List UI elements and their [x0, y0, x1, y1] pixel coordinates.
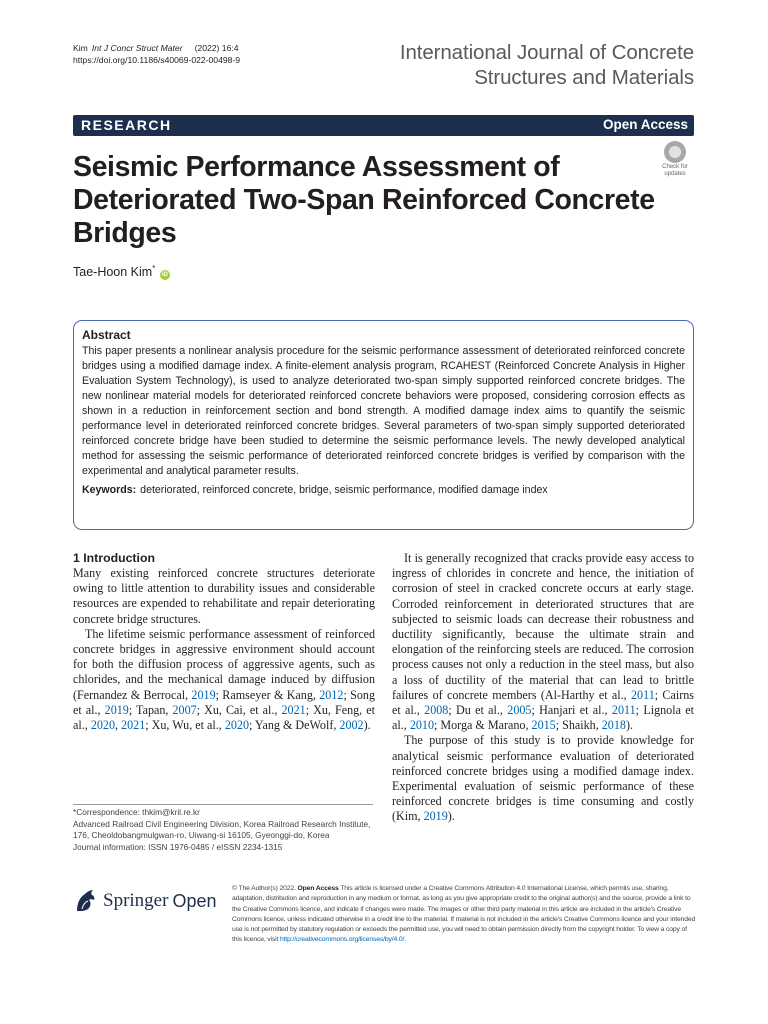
intro-paragraph-2 [73, 627, 375, 733]
right-p1-text: It is generally recognized that cracks provide easy access to ingress of chlorides in concrete and hence, the initiation of corrosion of steel in cracked concrete occurs at early stage. Corroded reinforcement in deteriorated structures that are subjected to seismic loads can decrease their robustness and ductility significantly, because the ultimate strain and elongation of the reinforcing steels are reduced. The corrosion process causes not only a reduction in the steel mass, but also a loss of ductility of the material that can lead to brittle failures of concrete members (Al-Harthy et al., [392, 551, 694, 702]
citation-separator: ). [363, 718, 371, 733]
citation-link[interactable]: 2010 [409, 718, 434, 733]
citation-link[interactable]: 2007 [172, 702, 197, 717]
citation-link[interactable]: 2020 [224, 718, 249, 733]
springer-open-logo [73, 884, 216, 918]
journal-name [400, 40, 694, 90]
section-bar [73, 115, 694, 136]
open-access-badge: Open Access [597, 115, 694, 136]
citation-separator: ; Xu, Feng, et al., [73, 702, 375, 733]
citation-separator: ; Hanjari et al., [531, 703, 612, 718]
citation-link[interactable]: 2008 [424, 703, 449, 718]
citation-separator: ). [625, 718, 633, 733]
corresponding-mark: * [152, 264, 156, 273]
publisher-suffix: Open [172, 890, 217, 911]
meta-year-volume: (2022) 16:4 [194, 43, 239, 53]
keywords [82, 483, 685, 498]
check-for-updates-button[interactable] [656, 141, 694, 179]
doi-link[interactable]: https://doi.org/10.1186/s40069-022-00498-9 [73, 55, 241, 65]
intro-paragraph-1: Many existing reinforced concrete structures deteriorate owing to little attention to durability issues and considerable resources are expended to rehabilitate and repair deteriorating concrete bridge structures. [73, 566, 375, 626]
right-p2-text: The purpose of this study is to provide knowledge for analytical seismic performance evaluation of deteriorated reinforced concrete bridges using a modified damage index. Experimental evaluation of seismic performance of these reinforced concrete bridges is time consuming and costly (Kim, [392, 733, 694, 824]
publisher-name: Springer [103, 890, 169, 911]
citation-link[interactable]: 2021 [281, 702, 306, 717]
meta-author: Kim [73, 43, 88, 53]
citation-link[interactable]: 2019 [104, 702, 129, 717]
license-body: This article is licensed under a Creative Commons Attribution 4.0 International License, which permits use, sharing, adaptation, distribution and reproduction in any medium or format, as long as you give appropriate credit to the original author(s) and the source, provide a link to the Creative Commons licence, and indicate if changes were made. The images or other third party material in this article are included in the article's Creative Commons licence, unless indicated otherwise in a credit line to the material. If material is not included in the article's Creative Commons licence and your intended use is not permitted by statutory regulation or exceeds the permitted use, you will need to obtain permission directly from the copyright holder. To view a copy of this licence, visit [232, 885, 696, 944]
citation-link[interactable]: 2021 [121, 718, 146, 733]
citation-link[interactable]: 2011 [631, 687, 655, 702]
abstract-text: This paper presents a nonlinear analysis procedure for the seismic performance assessment of deteriorated reinforced concrete bridges using a modified damage index. A finite-element analysis program, RCAHEST (Reinforced Concrete Analysis in Higher Evaluation System Technology), is used to analyze deteriorated two-span simply supported reinforced concrete bridges. The new nonlinear material models for deteriorated reinforced concrete behaviors were proposed, considering corrosion effects as shown in a reduction in reinforcement section and bond strength. A modified damage index aims to quantify the seismic performance level in deteriorated reinforced concrete bridges. Several parameters of two-span simply supported deteriorated reinforced concrete bridge have been studied to determine the seismic performance levels. The newly developed analytical method for assessing the seismic performance of deteriorated reinforced concrete bridges is verified by comparison with the experimental and analytical parameter results. [82, 345, 685, 477]
author-line [73, 264, 170, 280]
abstract-heading: Abstract [82, 328, 131, 342]
citation-link[interactable]: 2018 [601, 718, 626, 733]
license-text [232, 884, 696, 946]
citation-link[interactable]: 2019 [423, 809, 448, 824]
article-title: Seismic Performance Assessment of Deteriorated Two-Span Reinforced Concrete Bridges [73, 151, 655, 249]
orcid-icon[interactable]: iD [161, 272, 168, 279]
intro-p2-text: The lifetime seismic performance assessment of reinforced concrete bridges in aggressive environment should account for both the diffusion process of aggressive agents, such as chlorides, and the mechanical damage induced by diffusion (Fernandez & Berrocal, [73, 626, 375, 702]
right-paragraph-2 [392, 733, 694, 824]
left-column [73, 551, 375, 733]
citation-separator: ; Shaikh, [555, 718, 602, 733]
citation-separator: , [115, 718, 122, 733]
article-meta [73, 42, 243, 66]
check-updates-line2: updates [664, 170, 686, 177]
citation-link[interactable]: 2020 [90, 718, 115, 733]
affiliation: Advanced Railroad Civil Engineering Division, Korea Railroad Research Institute, 176, Cheoldobangmulgwan-ro, Uiwang-si 16105, Gyeonggi-do, Korea [73, 818, 371, 840]
abstract-box [73, 320, 694, 530]
license-url-link[interactable]: http://creativecommons.org/licenses/by/4.0/ [280, 936, 405, 944]
citation-separator: ; Lignola et al., [392, 703, 694, 733]
license-open-access: Open Access [297, 885, 339, 892]
footnote [73, 804, 373, 853]
citation-separator: ; Cairns et al., [392, 687, 694, 718]
right-p2-end: ). [447, 809, 455, 824]
citation-link[interactable]: 2015 [531, 718, 556, 733]
right-column [392, 551, 694, 825]
citation-separator: ; Ramseyer & Kang, [215, 687, 320, 702]
check-updates-icon [664, 141, 686, 163]
citation-separator: ; Du et al., [448, 703, 508, 718]
citation-separator: ; Morga & Marano, [434, 718, 532, 733]
section-label: RESEARCH [73, 115, 694, 136]
springer-horse-icon [73, 887, 98, 915]
correspondence: *Correspondence: thkim@kril.re.kr [73, 807, 200, 817]
right-paragraph-1 [392, 551, 694, 733]
check-updates-line1: Check for [662, 164, 688, 170]
citation-link[interactable]: 2019 [191, 687, 216, 702]
author-name[interactable]: Tae-Hoon Kim [73, 265, 153, 280]
journal-name-line2: Structures and Materials [474, 66, 694, 89]
license-copyright: © The Author(s) 2022. [232, 885, 296, 892]
section-heading-introduction: 1 Introduction [73, 551, 155, 565]
keywords-list: deteriorated, reinforced concrete, bridge, seismic performance, modified damage index [140, 484, 548, 496]
citation-separator: ; Yang & DeWolf, [249, 718, 340, 733]
citation-separator: ; Xu, Cai, et al., [196, 702, 282, 717]
citation-separator: ; Song et al., [73, 687, 375, 717]
keywords-label: Keywords: [82, 484, 137, 496]
citation-link[interactable]: 2011 [611, 703, 636, 718]
journal-information: Journal information: ISSN 1976-0485 / eISSN 2234-1315 [73, 841, 283, 852]
meta-journal-abbrev: Int J Concr Struct Mater [91, 43, 183, 53]
journal-name-line1: International Journal of Concrete [399, 41, 694, 64]
citation-separator: ; Xu, Wu, et al., [145, 718, 225, 733]
citation-link[interactable]: 2002 [339, 718, 364, 733]
citation-link[interactable]: 2012 [319, 687, 344, 702]
citation-link[interactable]: 2005 [507, 703, 532, 718]
license-end: . [404, 936, 407, 944]
citation-separator: ; Tapan, [128, 702, 173, 717]
